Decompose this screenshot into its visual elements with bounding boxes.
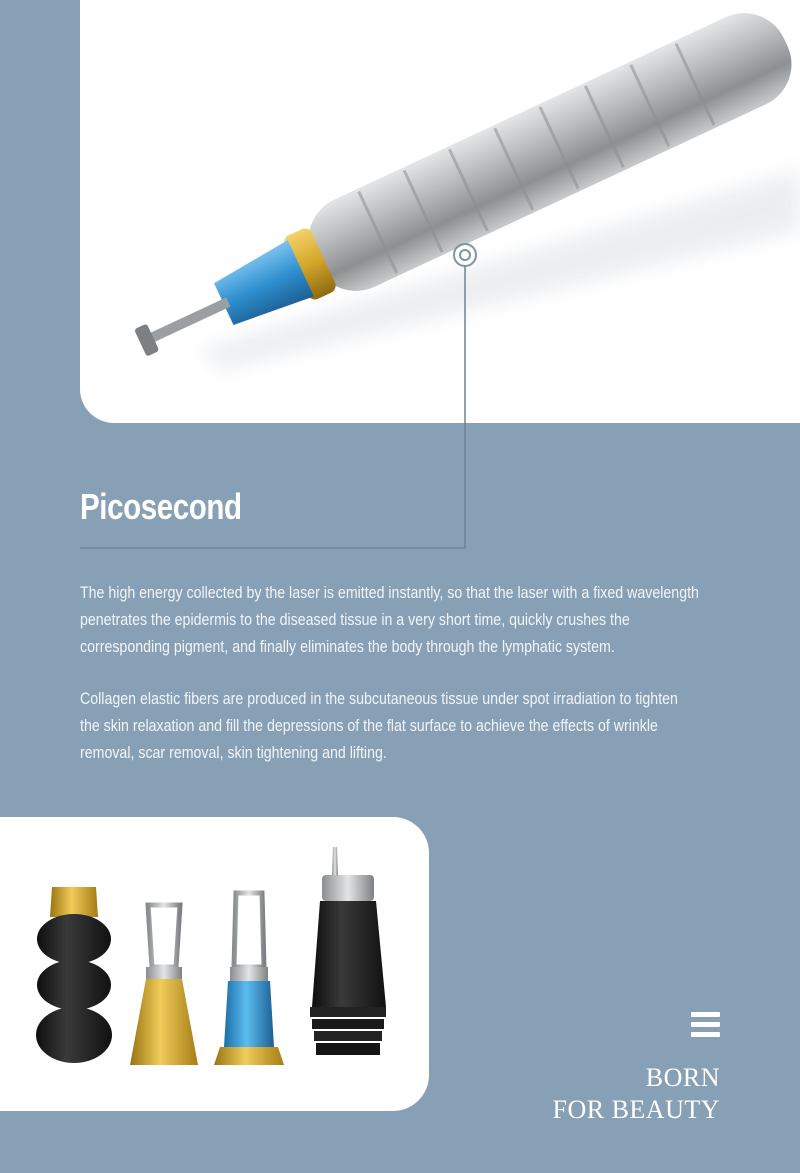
accessories-image-card (0, 817, 429, 1111)
section-title: Picosecond (80, 486, 242, 527)
tagline-line-1: BORN (645, 1063, 720, 1092)
menu-bar-middle (691, 1022, 720, 1027)
handpiece-tips-image (0, 817, 429, 1111)
hamburger-menu-icon[interactable] (691, 1012, 721, 1040)
description-paragraph-1: The high energy collected by the laser is emitted instantly, so that the laser with a fixed wavelength penetrates the epidermis to the diseased tissue in a very short time, quickly crushes the corresponding pigment, and finally eliminates the body through the lymphatic system. (80, 584, 699, 656)
description-paragraph-2: Collagen elastic fibers are produced in the subcutaneous tissue under spot irradiation to tighten the skin relaxation and fill the depressions of the flat surface to achieve the effects of wrinkle removal, scar removal, skin tightening and lifting. (80, 690, 678, 762)
tagline-line-2: FOR BEAUTY (552, 1095, 720, 1124)
brand-tagline (552, 1062, 720, 1126)
picosecond-laser-handpiece-image (80, 0, 800, 423)
menu-bar-top (691, 1012, 720, 1017)
hero-image-card (80, 0, 800, 423)
menu-bar-bottom (691, 1032, 720, 1037)
